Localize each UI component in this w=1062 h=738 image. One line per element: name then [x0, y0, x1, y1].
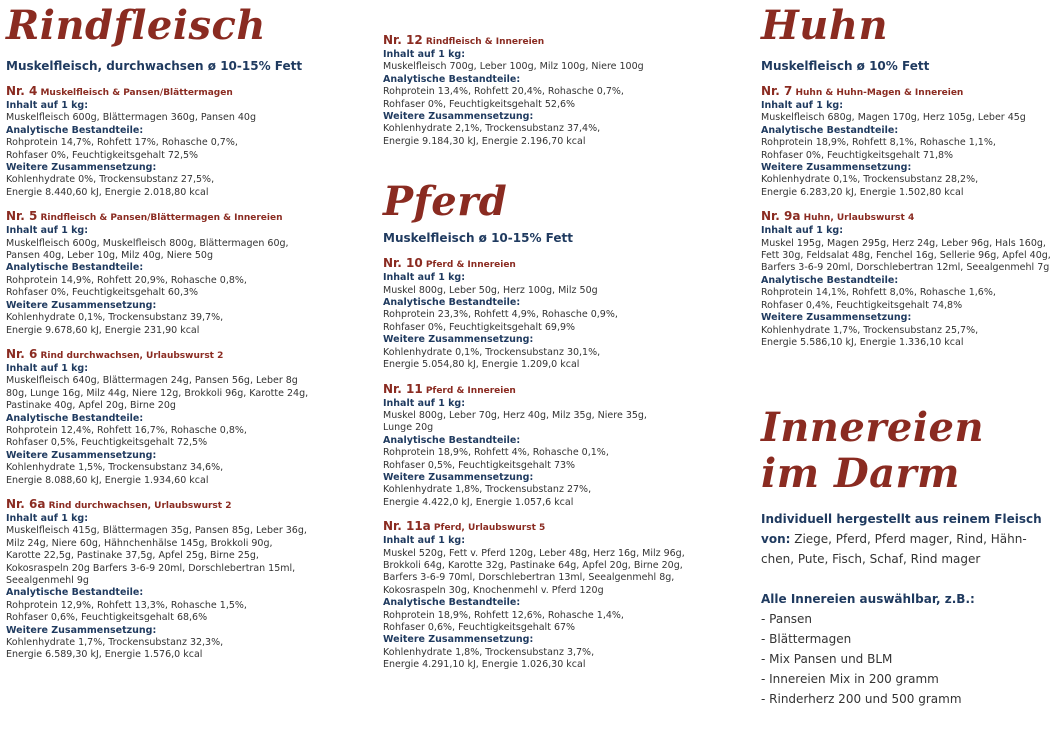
product-number: Nr. 9a: [761, 209, 801, 224]
inhalt-line: Kokosraspeln 30g, Knochenmehl v. Pferd 120g: [383, 584, 604, 596]
analytische-label: Analytische Bestandteile:: [383, 597, 521, 609]
weitere-line: Kohlenhydrate 0,1%, Trockensubstanz 28,2%,: [761, 174, 979, 186]
inhalt-label: Inhalt auf 1 kg:: [383, 49, 466, 60]
huhn-title: Huhn: [761, 2, 889, 49]
column-huhn: [761, 0, 1056, 709]
weitere-label: Weitere Zusammensetzung:: [383, 334, 534, 346]
analytische-label: Analytische Bestandteile:: [383, 297, 521, 309]
analytische-line: Rohprotein 18,9%, Rohfett 8,1%, Rohasche 1,1%,: [761, 137, 996, 149]
product-number: Nr. 10: [383, 256, 423, 271]
weitere-label: Weitere Zusammensetzung:: [761, 312, 912, 324]
product-number-line: [383, 519, 745, 535]
weitere-line: Energie 8.088,60 kJ, Energie 1.934,60 kcal: [6, 474, 209, 486]
weitere-line: Energie 5.586,10 kJ, Energie 1.336,10 kcal: [761, 336, 964, 348]
pferd-title: Pferd: [383, 178, 508, 226]
analytische-label: Analytische Bestandteile:: [761, 274, 899, 286]
inhalt-line: Pansen 40g, Leber 10g, Milz 40g, Niere 50g: [6, 250, 213, 262]
analytische-line: Rohfaser 0,6%, Feuchtigkeitsgehalt 67%: [383, 622, 576, 633]
innereien-list-item: - Rinderherz 200 und 500 gramm: [761, 692, 962, 707]
analytische-line: Rohprotein 14,9%, Rohfett 20,9%, Rohasche 0,8%,: [6, 274, 247, 286]
inhalt-line: Seealgenmehl 9g: [6, 575, 89, 586]
innereien-list-item: - Mix Pansen und BLM: [761, 652, 893, 667]
weitere-label: Weitere Zusammensetzung:: [383, 111, 534, 123]
innereien-list-item: - Pansen: [761, 612, 813, 627]
weitere-label: Weitere Zusammensetzung:: [6, 162, 157, 174]
weitere-line: Kohlenhydrate 1,7%, Trockensubstanz 32,3%,: [6, 637, 224, 649]
innereien-list-heading: Alle Innereien auswählbar, z.B.:: [761, 592, 975, 607]
product-number: Nr. 5: [6, 209, 38, 224]
inhalt-label: Inhalt auf 1 kg:: [383, 397, 466, 409]
product-number: Nr. 11: [383, 381, 423, 396]
product-description: Huhn, Urlaubswurst 4: [800, 213, 915, 224]
product-number: Nr. 12: [383, 33, 423, 47]
analytische-label: Analytische Bestandteile:: [6, 587, 144, 599]
analytische-line: Rohprotein 14,7%, Rohfett 17%, Rohasche 0,7%,: [6, 137, 238, 149]
inhalt-line: Fett 30g, Feldsalat 48g, Fenchel 16g, Sellerie 96g, Apfel 40g,: [761, 250, 1051, 262]
innereien-title-line1: Innereien: [761, 404, 985, 452]
weitere-line: Kohlenhydrate 0,1%, Trockensubstanz 30,1%,: [383, 346, 601, 358]
product-nr10: [383, 256, 745, 371]
product-number: Nr. 7: [761, 84, 793, 98]
analytische-line: Rohprotein 18,9%, Rohfett 4%, Rohasche 0,1%,: [383, 447, 609, 459]
inhalt-line: Muskel 195g, Magen 295g, Herz 24g, Leber 96g, Hals 160g,: [761, 237, 1046, 249]
weitere-label: Weitere Zusammensetzung:: [6, 299, 157, 311]
inhalt-line: Pastinake 40g, Apfel 20g, Birne 20g: [6, 400, 176, 412]
product-nr6: [6, 347, 368, 487]
weitere-line: Energie 5.054,80 kJ, Energie 1.209,0 kcal: [383, 359, 580, 371]
product-number-line: [6, 347, 368, 363]
inhalt-line: Muskel 520g, Fett v. Pferd 120g, Leber 48g, Herz 16g, Milz 96g,: [383, 547, 685, 559]
weitere-line: Kohlenhydrate 0%, Trockensubstanz 27,5%,: [6, 174, 215, 186]
product-description: Pferd, Urlaubswurst 5: [430, 523, 546, 534]
inhalt-line: Milz 24g, Niere 60g, Hähnchenhälse 145g, Brokkoli 90g,: [6, 537, 273, 549]
weitere-line: Kohlenhydrate 1,8%, Trockensubstanz 27%,: [383, 484, 592, 496]
inhalt-label: Inhalt auf 1 kg:: [6, 100, 89, 111]
analytische-line: Rohprotein 14,1%, Rohfett 8,0%, Rohasche 1,6%,: [761, 287, 996, 299]
innereien-von-text: Ziege, Pferd, Pferd mager, Rind, Hähn-: [790, 532, 1027, 547]
product-description: Pferd & Innereien: [422, 260, 516, 271]
inhalt-line: Barfers 3-6-9 20ml, Dorschlebertran 12ml, Seealgenmehl 7g: [761, 262, 1050, 274]
weitere-label: Weitere Zusammensetzung:: [383, 471, 534, 483]
innereien-info-line3: chen, Pute, Fisch, Schaf, Rind mager: [761, 552, 981, 567]
innereien-info-line2: [761, 529, 1056, 549]
innereien-info-line1: Individuell hergestellt aus reinem Fleisch: [761, 512, 1042, 527]
innereien-info: [761, 509, 1056, 569]
rindfleisch-subtitle: Muskelfleisch, durchwachsen ø 10-15% Fett: [6, 59, 303, 73]
analytische-line: Rohprotein 12,4%, Rohfett 16,7%, Rohasche 0,8%,: [6, 424, 247, 436]
product-description: Rindfleisch & Pansen/Blättermagen & Innereien: [37, 213, 283, 224]
weitere-line: Kohlenhydrate 0,1%, Trockensubstanz 39,7%,: [6, 312, 224, 324]
inhalt-line: Muskelfleisch 600g, Blättermagen 360g, Pansen 40g: [6, 112, 257, 124]
inhalt-line: Muskelfleisch 680g, Magen 170g, Herz 105g, Leber 45g: [761, 112, 1026, 124]
product-number-line: [6, 497, 368, 513]
product-number-line: [383, 382, 745, 398]
analytische-line: Rohfaser 0,5%, Feuchtigkeitsgehalt 72,5%: [6, 437, 208, 449]
analytische-line: Rohfaser 0,4%, Feuchtigkeitsgehalt 74,8%: [761, 299, 963, 311]
product-number: Nr. 4: [6, 84, 38, 98]
product-nr12: [383, 33, 745, 148]
weitere-line: Energie 4.291,10 kJ, Energie 1.026,30 kcal: [383, 659, 586, 671]
product-nr7: [761, 84, 1056, 199]
product-description: Rind durchwachsen, Urlaubswurst 2: [45, 500, 232, 511]
inhalt-line: Brokkoli 64g, Karotte 32g, Pastinake 64g, Apfel 20g, Birne 20g,: [383, 559, 683, 571]
inhalt-label: Inhalt auf 1 kg:: [383, 535, 466, 547]
analytische-line: Rohfaser 0%, Feuchtigkeitsgehalt 72,5%: [6, 149, 199, 161]
product-number-line: [761, 84, 1056, 100]
inhalt-line: Muskelfleisch 600g, Muskelfleisch 800g, Blättermagen 60g,: [6, 237, 289, 249]
inhalt-line: Karotte 22,5g, Pastinake 37,5g, Apfel 25g, Birne 25g,: [6, 550, 259, 562]
analytische-line: Rohfaser 0,5%, Feuchtigkeitsgehalt 73%: [383, 459, 576, 471]
product-description: Rindfleisch & Innereien: [422, 37, 545, 47]
analytische-label: Analytische Bestandteile:: [383, 434, 521, 446]
column-rindfleisch: [6, 0, 368, 662]
weitere-line: Kohlenhydrate 1,5%, Trockensubstanz 34,6%,: [6, 462, 224, 474]
product-number: Nr. 6a: [6, 496, 46, 511]
product-number-line: [383, 256, 745, 272]
pferd-subtitle: Muskelfleisch ø 10-15% Fett: [383, 231, 573, 246]
product-nr4: [6, 84, 368, 199]
product-description: Muskelfleisch & Pansen/Blättermagen: [37, 88, 233, 98]
inhalt-line: Kokosraspeln 20g Barfers 3-6-9 20ml, Dorschlebertran 15ml,: [6, 562, 296, 574]
analytische-line: Rohfaser 0%, Feuchtigkeitsgehalt 69,9%: [383, 321, 576, 333]
weitere-line: Energie 9.678,60 kJ, Energie 231,90 kcal: [6, 324, 200, 336]
product-number: Nr. 6: [6, 346, 38, 361]
innereien-list-item: - Blättermagen: [761, 632, 852, 647]
huhn-subtitle: Muskelfleisch ø 10% Fett: [761, 59, 930, 73]
inhalt-label: Inhalt auf 1 kg:: [6, 362, 89, 374]
weitere-line: Kohlenhydrate 1,7%, Trockensubstanz 25,7%,: [761, 324, 979, 336]
product-nr5: [6, 209, 368, 337]
weitere-line: Energie 6.283,20 kJ, Energie 1.502,80 kcal: [761, 186, 964, 198]
analytische-line: Rohprotein 12,9%, Rohfett 13,3%, Rohasche 1,5%,: [6, 599, 247, 611]
inhalt-line: Lunge 20g: [383, 422, 434, 434]
inhalt-line: 80g, Lunge 16g, Milz 44g, Niere 12g, Brokkoli 96g, Karotte 24g,: [6, 387, 309, 399]
weitere-label: Weitere Zusammensetzung:: [6, 624, 157, 636]
innereien-list-item: - Innereien Mix in 200 gramm: [761, 672, 939, 687]
product-number-line: [383, 33, 745, 49]
analytische-line: Rohfaser 0%, Feuchtigkeitsgehalt 52,6%: [383, 98, 576, 110]
analytische-line: Rohprotein 18,9%, Rohfett 12,6%, Rohasche 1,4%,: [383, 609, 624, 621]
analytische-line: Rohfaser 0%, Feuchtigkeitsgehalt 60,3%: [6, 287, 199, 299]
inhalt-line: Muskelfleisch 640g, Blättermagen 24g, Pansen 56g, Leber 8g: [6, 375, 298, 387]
product-description: Huhn & Huhn-Magen & Innereien: [792, 88, 964, 98]
product-nr6a: [6, 497, 368, 662]
inhalt-line: Muskel 800g, Leber 50g, Herz 100g, Milz 50g: [383, 284, 598, 296]
weitere-line: Kohlenhydrate 2,1%, Trockensubstanz 37,4%,: [383, 123, 601, 135]
product-nr9a: [761, 209, 1056, 349]
product-number: Nr. 11a: [383, 519, 431, 534]
product-description: Rind durchwachsen, Urlaubswurst 2: [37, 350, 224, 361]
product-description: Pferd & Innereien: [422, 385, 516, 396]
product-number-line: [761, 209, 1056, 225]
product-number-line: [6, 209, 368, 225]
inhalt-line: Muskel 800g, Leber 70g, Herz 40g, Milz 35g, Niere 35g,: [383, 409, 647, 421]
inhalt-label: Inhalt auf 1 kg:: [6, 225, 89, 237]
innereien-title-line2: im Darm: [761, 450, 960, 498]
weitere-label: Weitere Zusammensetzung:: [383, 634, 534, 646]
weitere-line: Kohlenhydrate 1,8%, Trockensubstanz 3,7%,: [383, 646, 595, 658]
analytische-line: Rohfaser 0,6%, Feuchtigkeitsgehalt 68,6%: [6, 612, 208, 624]
inhalt-line: Barfers 3-6-9 70ml, Dorschlebertran 13ml, Seealgenmehl 8g,: [383, 572, 675, 584]
weitere-line: Energie 9.184,30 kJ, Energie 2.196,70 kcal: [383, 135, 586, 147]
analytische-label: Analytische Bestandteile:: [6, 412, 144, 424]
product-number-line: [6, 84, 368, 100]
weitere-line: Energie 4.422,0 kJ, Energie 1.057,6 kcal: [383, 496, 574, 508]
analytische-line: Rohfaser 0%, Feuchtigkeitsgehalt 71,8%: [761, 149, 954, 161]
inhalt-label: Inhalt auf 1 kg:: [761, 225, 844, 237]
inhalt-label: Inhalt auf 1 kg:: [383, 272, 466, 284]
innereien-von-label: von:: [761, 532, 791, 547]
analytische-label: Analytische Bestandteile:: [6, 124, 144, 136]
analytische-label: Analytische Bestandteile:: [6, 262, 144, 274]
analytische-line: Rohprotein 23,3%, Rohfett 4,9%, Rohasche 0,9%,: [383, 309, 618, 321]
weitere-line: Energie 6.589,30 kJ, Energie 1.576,0 kcal: [6, 649, 203, 661]
weitere-line: Energie 8.440,60 kJ, Energie 2.018,80 kcal: [6, 186, 209, 198]
inhalt-line: Muskelfleisch 415g, Blättermagen 35g, Pansen 85g, Leber 36g,: [6, 525, 307, 537]
weitere-label: Weitere Zusammensetzung:: [761, 162, 912, 174]
product-nr11: [383, 382, 745, 510]
innereien-list: [761, 609, 1056, 709]
inhalt-line: Muskelfleisch 700g, Leber 100g, Milz 100g, Niere 100g: [383, 61, 644, 73]
weitere-label: Weitere Zusammensetzung:: [6, 449, 157, 461]
analytische-line: Rohprotein 13,4%, Rohfett 20,4%, Rohasche 0,7%,: [383, 86, 624, 98]
product-nr11a: [383, 519, 745, 671]
inhalt-label: Inhalt auf 1 kg:: [761, 100, 844, 111]
analytische-label: Analytische Bestandteile:: [761, 124, 899, 136]
column-pferd: [383, 0, 745, 672]
rindfleisch-title: Rindfleisch: [6, 2, 266, 49]
inhalt-label: Inhalt auf 1 kg:: [6, 512, 89, 524]
analytische-label: Analytische Bestandteile:: [383, 73, 521, 85]
